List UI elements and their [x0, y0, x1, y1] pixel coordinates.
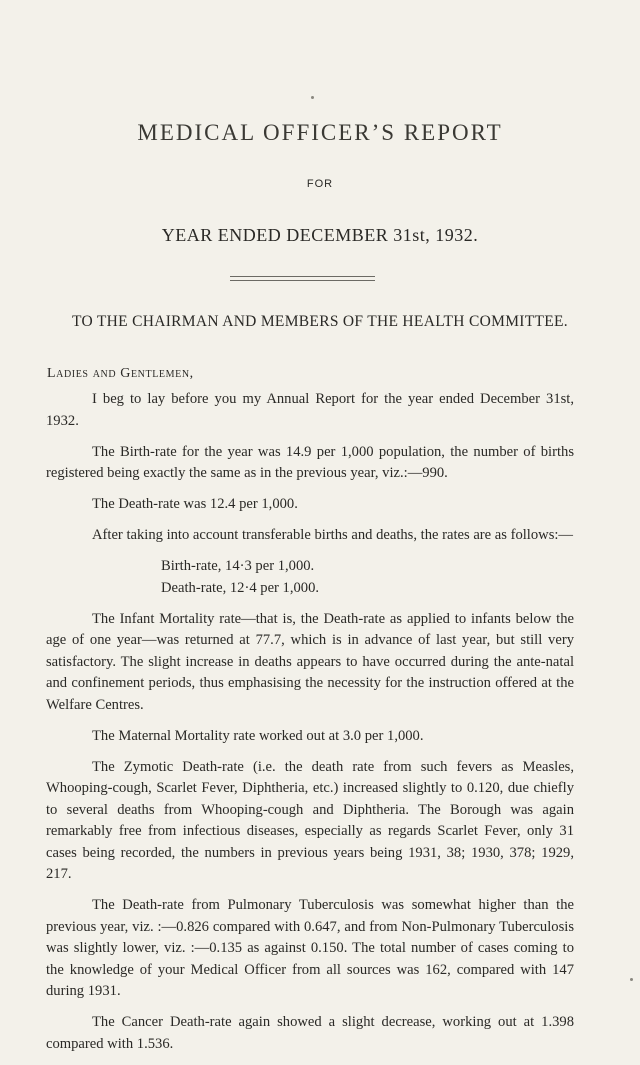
rates-list — [46, 556, 574, 599]
paragraph-intro: I beg to lay before you my Annual Report for the year ended December 31st, 1932. — [46, 391, 574, 429]
report-title: MEDICAL OFFICER’S REPORT — [137, 120, 503, 145]
divider-rule-bottom — [230, 280, 375, 281]
report-year: YEAR ENDED DECEMBER 31st, 1932. — [161, 225, 479, 245]
paragraph-death-rate: The Death-rate was 12.4 per 1,000. — [92, 496, 298, 512]
paper-speck — [311, 96, 314, 99]
report-body — [46, 389, 574, 1065]
paragraph-cancer: The Cancer Death-rate again showed a slight decrease, working out at 1.398 compared with 1.536. — [46, 1014, 574, 1052]
paragraph-maternal-mortality: The Maternal Mortality rate worked out at 3.0 per 1,000. — [92, 727, 424, 744]
for-label: FOR — [306, 178, 334, 190]
paper-speck — [630, 978, 633, 981]
addressee-heading: TO THE CHAIRMAN AND MEMBERS OF THE HEALTH COMMITTEE. — [72, 313, 568, 330]
paragraph-tuberculosis: The Death-rate from Pulmonary Tuberculosis was somewhat higher than the previous year, viz. :—0.826 compared with 0.647, and from Non-Pulmonary Tuberculosis was slightly lower, viz. :—0.135 as against 0.150. The total number of cases coming to the knowledge of your Medical Officer from all sources was 162, compared with 147 during 1931. — [46, 897, 574, 999]
paragraph-zymotic: The Zymotic Death-rate (i.e. the death rate from such fevers as Measles, Whooping-cough, Scarlet Fever, Diphtheria, etc.) increased slightly to 0.120, due chiefly to several deaths from Whooping-cough and Diphtheria. The Borough was again remarkably free from infectious diseases, especially as regards Scarlet Fever, only 31 cases being recorded, the numbers in previous years being 1931, 38; 1930, 378; 1929, 217. — [46, 758, 574, 882]
rate-birth: Birth-rate, 14·3 per 1,000. — [161, 558, 315, 574]
divider-rule-top — [230, 276, 375, 277]
rate-death: Death-rate, 12·4 per 1,000. — [161, 579, 320, 596]
paragraph-birth-rate: The Birth-rate for the year was 14.9 per 1,000 population, the number of births registered being exactly the same as in the previous year, viz.:—990. — [46, 443, 574, 481]
paragraph-infant-mortality: The Infant Mortality rate—that is, the Death-rate as applied to infants below the age of one year—was returned at 77.7, which is in advance of last year, but still very satisfactory. The slight increase in deaths appears to have occurred during the ante-natal and confinement periods, thus emphasising the necessity for the instruction offered at the Welfare Centres. — [46, 610, 574, 713]
paragraph-transferable: After taking into account transferable births and deaths, the rates are as follows:— — [92, 527, 574, 543]
salutation: Ladies and Gentlemen, — [47, 366, 194, 381]
